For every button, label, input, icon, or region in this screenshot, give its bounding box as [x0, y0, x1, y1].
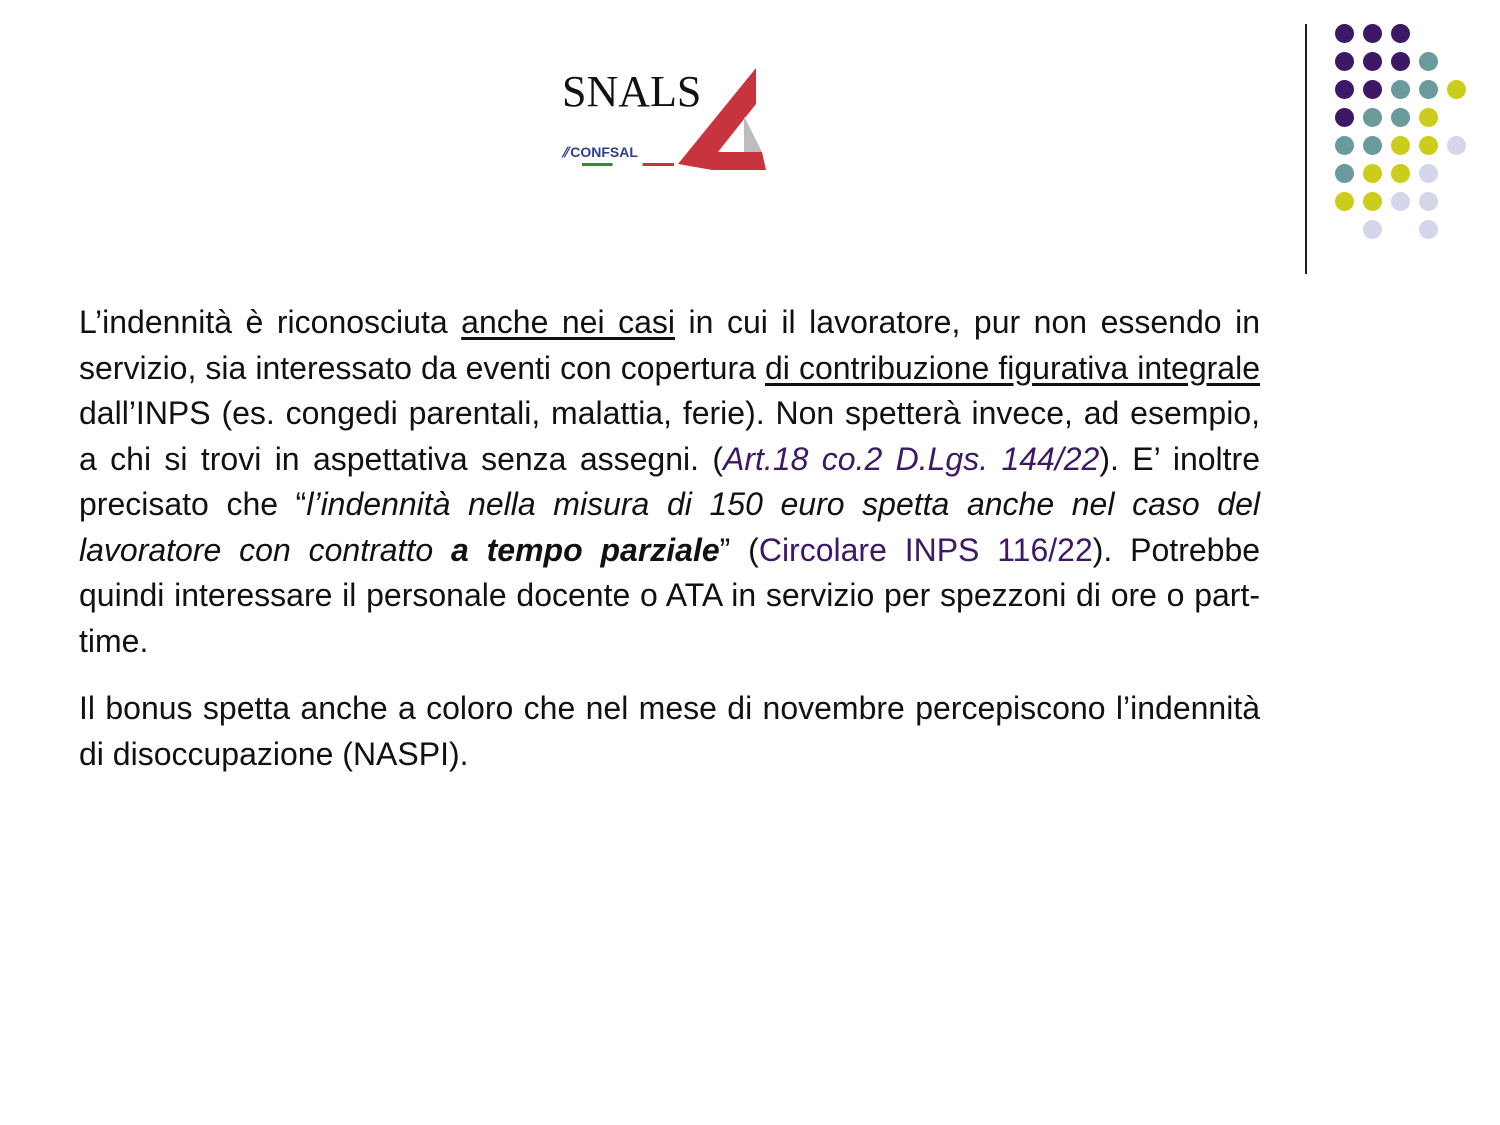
logo-tricolor-stripe	[582, 163, 674, 166]
decorative-dot	[1447, 80, 1466, 99]
p1-underline-1: anche nei casi	[461, 304, 676, 340]
decorative-dot	[1363, 192, 1382, 211]
decorative-dot	[1391, 80, 1410, 99]
logo-subname-text: CONFSAL	[570, 144, 638, 160]
decorative-dot	[1335, 164, 1354, 183]
decorative-dot	[1419, 52, 1438, 71]
paragraph-2: Il bonus spetta anche a coloro che nel mese di novembre percepiscono l’indennità di disoccupazione (NASPI).	[79, 690, 1260, 772]
decorative-dot	[1363, 52, 1382, 71]
decorative-dot	[1363, 108, 1382, 127]
decorative-dot	[1363, 136, 1382, 155]
decorative-dot	[1391, 24, 1410, 43]
p1-reference-law: Art.18 co.2 D.Lgs. 144/22	[723, 440, 1100, 477]
p1-text-2: in cui il lavoratore, pur non essendo in servizio, sia interessato da eventi con copertura	[79, 304, 1261, 386]
decorative-dot	[1419, 136, 1438, 155]
p1-text-4: ). E’ inoltre precisato che “	[79, 440, 1261, 522]
body-text	[79, 300, 1260, 799]
p1-quote: l’indennità nella misura di 150 euro spetta anche nel caso del lavoratore con contratto	[79, 486, 1261, 568]
decorative-dot	[1363, 164, 1382, 183]
decorative-dot-grid	[1330, 24, 1470, 244]
p1-text-5: ” (	[719, 531, 759, 568]
decorative-dot	[1335, 108, 1354, 127]
decorative-dot	[1391, 192, 1410, 211]
decorative-dot	[1419, 164, 1438, 183]
snals-confsal-logo	[556, 62, 776, 174]
p1-text-3: dall’INPS (es. congedi parentali, malattia, ferie). Non spetterà invece, ad esempio, a chi si trovi in aspettativa senza assegni. (	[79, 395, 1260, 477]
decorative-dot	[1335, 52, 1354, 71]
emblem-red-wedge	[678, 68, 766, 170]
decorative-dot	[1391, 136, 1410, 155]
paragraph-1	[79, 300, 1260, 664]
decorative-dot	[1419, 108, 1438, 127]
decorative-dot	[1391, 108, 1410, 127]
decorative-dot	[1391, 52, 1410, 71]
p1-text-1: L’indennità è riconosciuta	[79, 304, 462, 340]
decorative-dot	[1419, 80, 1438, 99]
decorative-dot	[1363, 24, 1382, 43]
p1-reference-circular: Circolare INPS 116/22	[758, 531, 1093, 568]
logo-emblem-icon	[672, 68, 768, 170]
emblem-gray-wedge	[744, 116, 762, 152]
decorative-dot	[1363, 220, 1382, 239]
vertical-divider	[1305, 24, 1307, 274]
logo-subname	[562, 144, 638, 161]
confsal-mark-icon: ⫽	[562, 144, 569, 160]
decorative-dot	[1419, 220, 1438, 239]
p1-text-6: ). Potrebbe quindi interessare il personale docente o ATA in servizio per spezzoni di ore o part-time.	[79, 531, 1261, 659]
decorative-dot	[1447, 136, 1466, 155]
decorative-dot	[1335, 136, 1354, 155]
decorative-dot	[1335, 24, 1354, 43]
logo-name: SNALS	[562, 67, 702, 116]
p1-underline-2: di contribuzione figurativa integrale	[764, 349, 1261, 386]
decorative-dot	[1391, 164, 1410, 183]
decorative-dot	[1335, 80, 1354, 99]
decorative-dot	[1419, 192, 1438, 211]
decorative-dot	[1335, 192, 1354, 211]
decorative-dot	[1363, 80, 1382, 99]
p1-quote-bold: a tempo parziale	[450, 531, 720, 568]
